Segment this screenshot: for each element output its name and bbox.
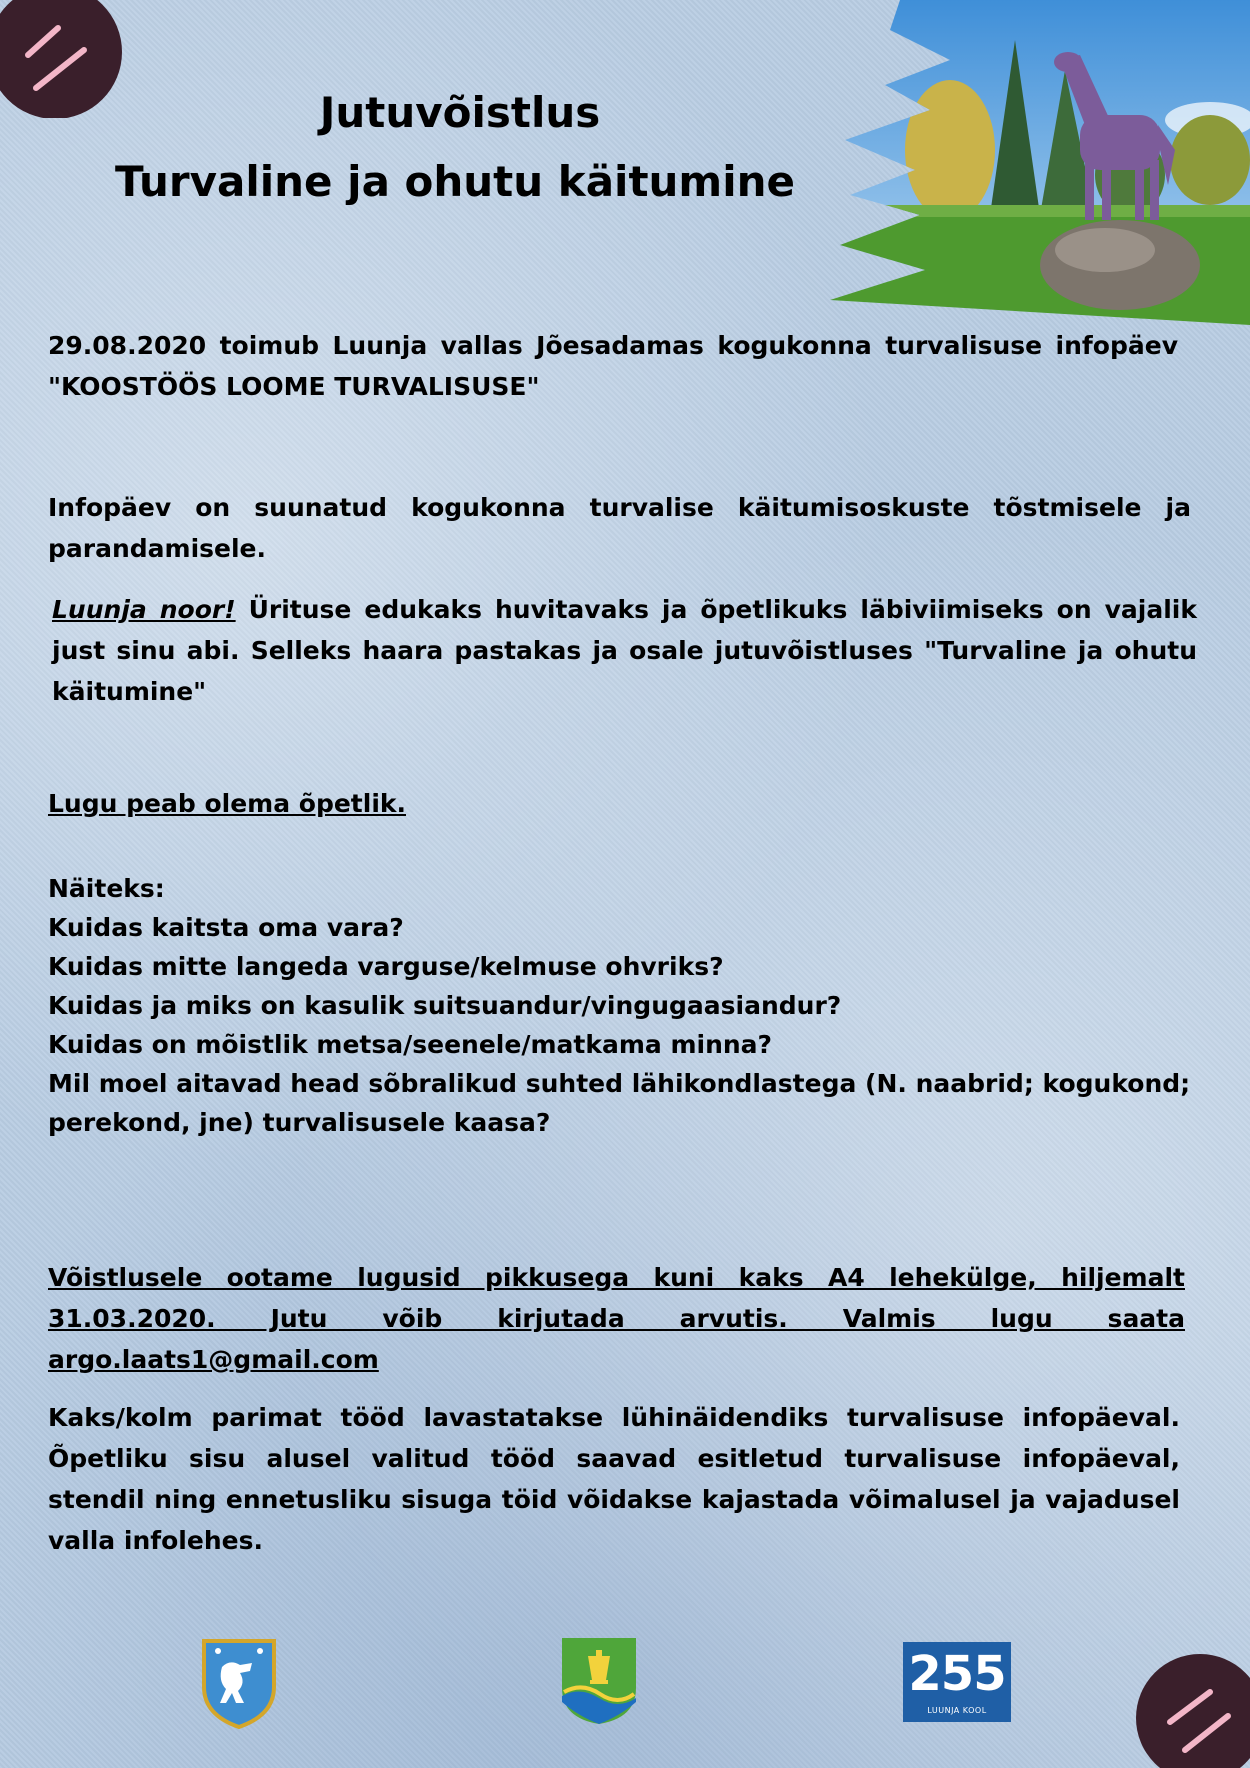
youth-lead: Luunja noor! [52,595,236,624]
list-item: Mil moel aitavad head sõbralikud suhted lähikondlastega (N. naabrid; kogukond; perekond, jne) turvalisusele kaasa? [48,1069,1191,1137]
school-logo-caption: LUUNJA KOOL [927,1706,987,1715]
title-line-1: Jutuvõistlus [319,88,601,137]
best-works-paragraph: Kaks/kolm parimat tööd lavastatakse lühinäidendiks turvalisuse infopäeval. Õpetliku sisu alusel valitud tööd saavad esitletud turvalisuse infopäeval, stendil ning ennetusliku sisuga töid võidakse kajastada võimalusel ja vajadusel valla infolehes. [48,1403,1180,1555]
list-item: Kuidas mitte langeda varguse/kelmuse ohvriks? [48,952,724,981]
estonian-coat-of-arms-icon [200,1637,278,1729]
list-item: Kuidas on mõistlik metsa/seenele/matkama minna? [48,1030,773,1059]
horse-statue-photo [830,0,1250,325]
focus-paragraph: Infopäev on suunatud kogukonna turvalise käitumisoskuste tõstmisele ja parandamisele. [48,493,1191,563]
list-item: Kuidas ja miks on kasulik suitsuandur/vingugaasiandur? [48,991,842,1020]
list-item: Kuidas kaitsta oma vara? [48,913,404,942]
youth-paragraph [52,589,1197,712]
corner-decoration-bottom-right [1130,1650,1250,1768]
luunja-school-255-logo-icon [903,1642,1011,1722]
requirement-heading: Lugu peab olema õpetlik. [48,789,407,818]
youth-text: Ürituse edukaks huvitavaks ja õpetlikuks läbiviimiseks on vajalik just sinu abi. Selleks haara pastakas ja osale jutuvõistluses "Turvaline ja ohutu käitumine" [52,595,1197,706]
corner-decoration-top-left [0,0,125,118]
school-logo-number: 255 [908,1646,1006,1702]
luunja-parish-coat-of-arms-icon [560,1636,638,1726]
event-paragraph: 29.08.2020 toimub Luunja vallas Jõesadamas kogukonna turvalisuse infopäev "KOOSTÖÖS LOOME TURVALISUSE" [48,331,1178,401]
submission-paragraph: Võistlusele ootame lugusid pikkusega kuni kaks A4 lehekülge, hiljemalt 31.03.2020. Jutu võib kirjutada arvutis. Valmis lugu saata argo.laats1@gmail.com [48,1263,1185,1374]
examples-intro: Näiteks: [48,874,165,903]
title-line-2: Turvaline ja ohutu käitumine [115,157,795,206]
examples-list [48,869,1198,1142]
